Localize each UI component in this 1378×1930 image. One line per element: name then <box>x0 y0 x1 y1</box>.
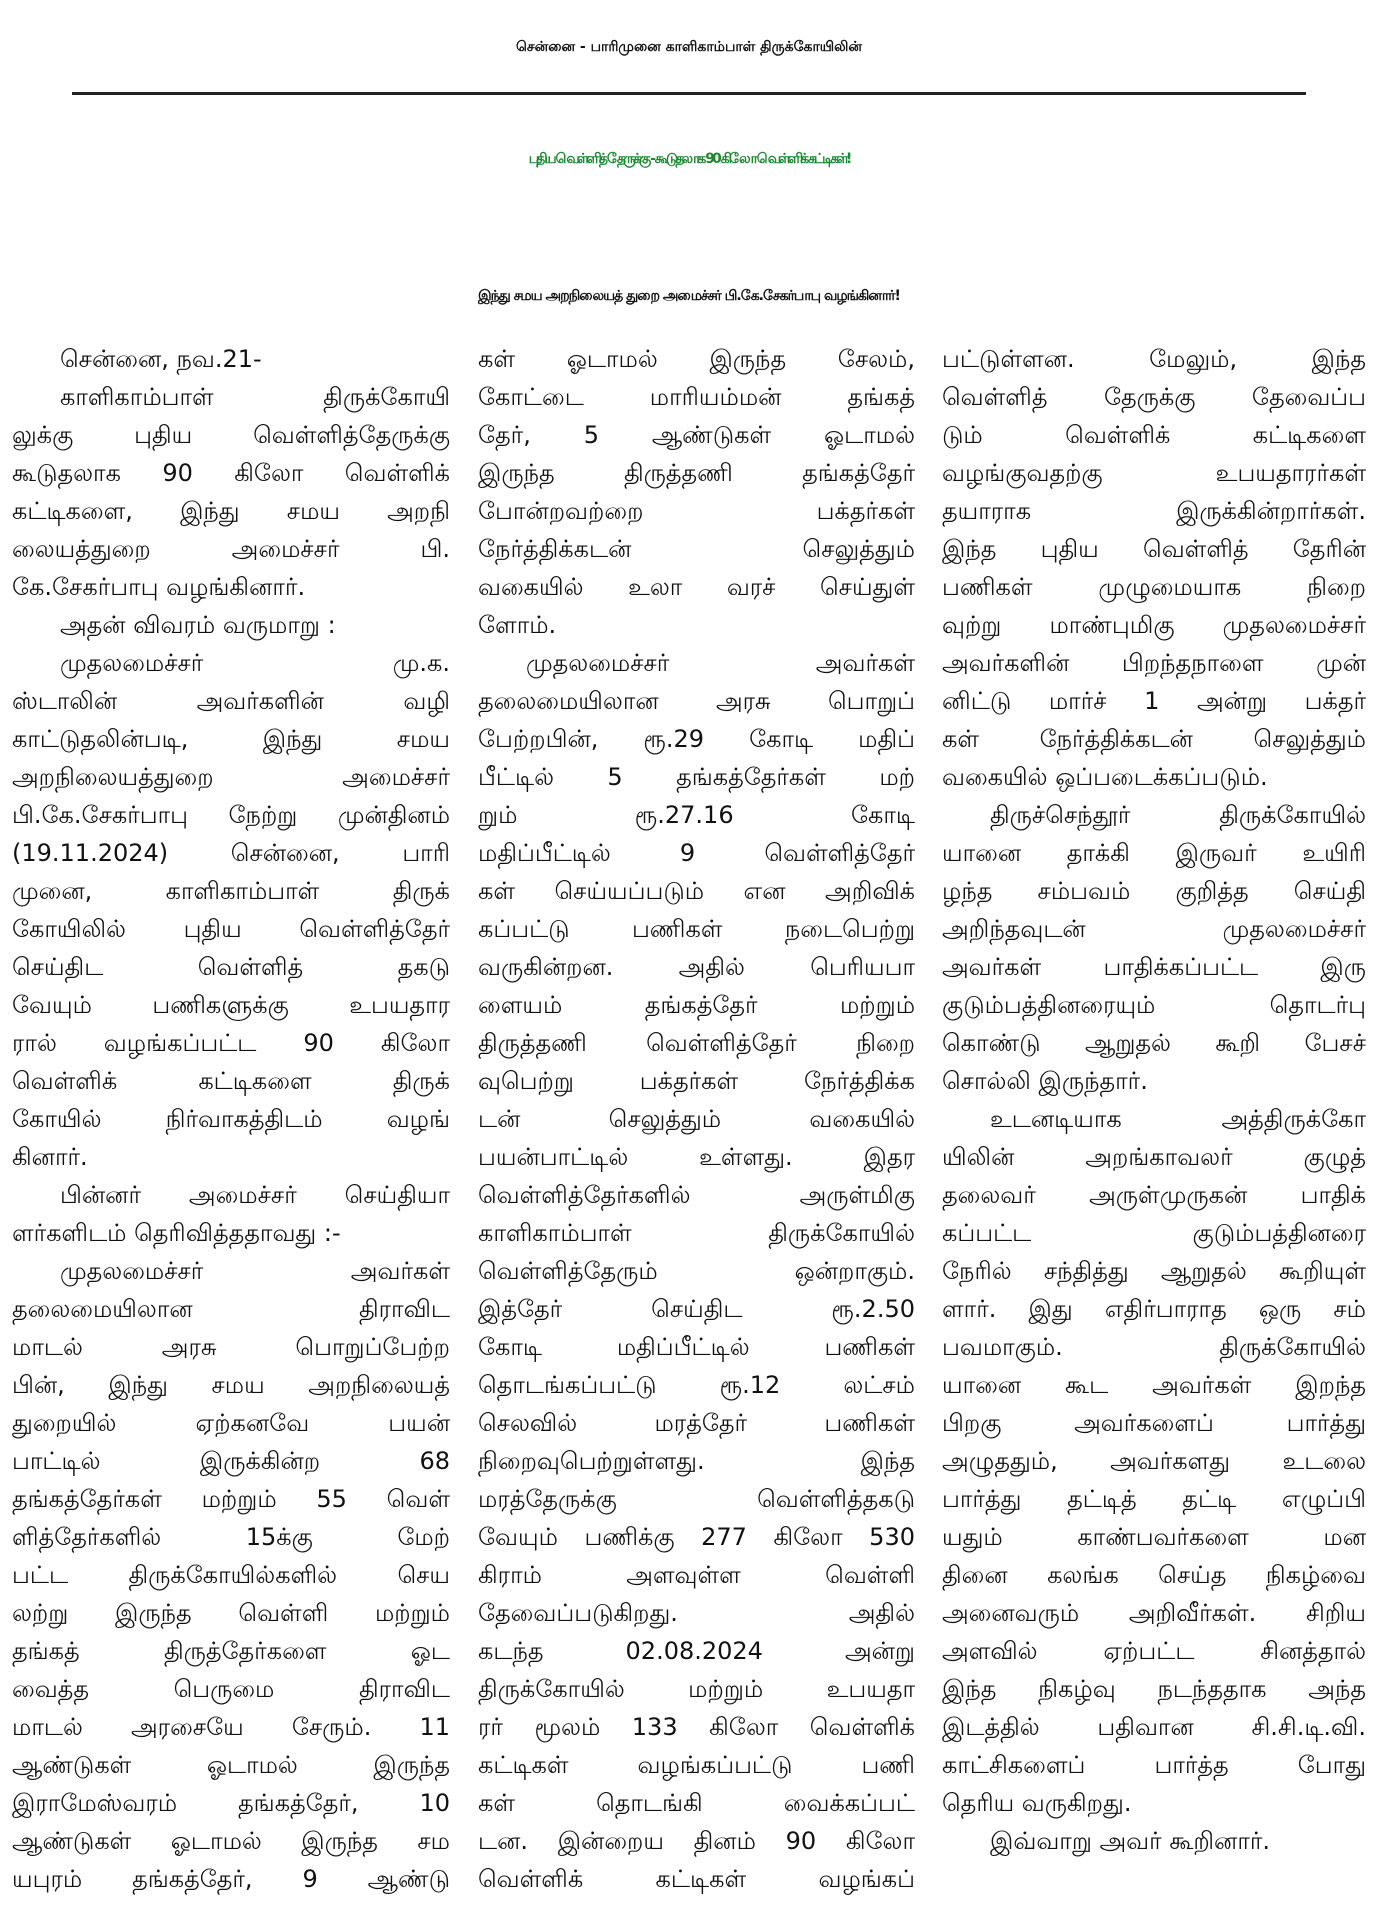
article-text-line: யதும் காண்பவர்களை மன <box>942 1523 1366 1551</box>
article-text-line: தினை கலங்க செய்த நிகழ்வை <box>942 1561 1366 1589</box>
article-text-line: ளையம் தங்கத்தேர் மற்றும் <box>478 991 915 1019</box>
article-text-line: பணிகள் முழுமையாக நிறை <box>942 573 1366 601</box>
article-text-line: காட்சிகளைப் பார்த்த போது <box>942 1751 1366 1779</box>
article-text-line: முதலமைச்சர் அவர்கள் <box>60 1257 450 1285</box>
article-text-line: நேரில் சந்தித்து ஆறுதல் கூறியுள் <box>942 1257 1366 1285</box>
article-text-line: நேர்த்திக்கடன் செலுத்தும் <box>478 535 915 563</box>
article-text-line: டன. இன்றைய தினம் 90 கிலோ <box>478 1827 915 1855</box>
article-text-line: காளிகாம்பாள் திருக்கோயில் <box>478 1219 915 1247</box>
article-text-line: கூடுதலாக 90 கிலோ வெள்ளிக் <box>12 459 450 487</box>
article-text-line: லுக்கு புதிய வெள்ளித்தேருக்கு <box>12 421 450 449</box>
article-text-line: அனைவரும் அறிவீர்கள். சிறிய <box>942 1599 1366 1627</box>
article-text-line: பட்டுள்ளன. மேலும், இந்த <box>942 345 1366 373</box>
article-text-line: டன் செலுத்தும் வகையில் <box>478 1105 915 1133</box>
article-text-line: இடத்தில் பதிவான சி.சி.டி.வி. <box>942 1713 1366 1741</box>
article-text-line: மதிப்பீட்டில் 9 வெள்ளித்தேர் <box>478 839 915 867</box>
headline: புதிய வெள்ளித் தேருக்கு - கூடுதலாக 90 கிலோ வெள்ளிக் கட்டிகள்! <box>528 151 850 167</box>
article-text-line: கோட்டை மாரியம்மன் தங்கத் <box>478 383 915 411</box>
article-text-line: கள் ஓடாமல் இருந்த சேலம், <box>478 345 915 373</box>
article-text-line: வுற்று மாண்புமிகு முதலமைச்சர் <box>942 611 1366 639</box>
header-divider <box>72 92 1306 95</box>
article-text-line: பேற்றபின், ரூ.29 கோடி மதிப் <box>478 725 915 753</box>
article-text-line: கோடி மதிப்பீட்டில் பணிகள் <box>478 1333 915 1361</box>
article-text-line: பின்னர் அமைச்சர் செய்தியா <box>60 1181 450 1209</box>
article-text-line: பட்ட திருக்கோயில்களில் செய <box>12 1561 450 1589</box>
article-text-line: பீட்டில் 5 தங்கத்தேர்கள் மற் <box>478 763 915 791</box>
article-text-line: கட்டிகள் வழங்கப்பட்டு பணி <box>478 1751 915 1779</box>
article-text-line: வகையில் உலா வரச் செய்துள் <box>478 573 915 601</box>
article-text-line: தலைவர் அருள்முருகன் பாதிக் <box>942 1181 1366 1209</box>
article-text-line: வெள்ளிக் கட்டிகளை திருக் <box>12 1067 450 1095</box>
article-text-line: செய்திட வெள்ளித் தகடு <box>12 953 450 981</box>
article-text-line: ளர்களிடம் தெரிவித்ததாவது :- <box>12 1219 341 1247</box>
article-text-line: வருகின்றன. அதில் பெரியபா <box>478 953 915 981</box>
article-text-line: தங்கத் திருத்தேர்களை ஓட <box>12 1637 450 1665</box>
article-text-line: ழந்த சம்பவம் குறித்த செய்தி <box>942 877 1366 905</box>
article-text-line: இராமேஸ்வரம் தங்கத்தேர், 10 <box>12 1789 450 1817</box>
article-text-line: சொல்லி இருந்தார். <box>942 1067 1148 1095</box>
article-text-line: திருத்தணி வெள்ளித்தேர் நிறை <box>478 1029 915 1057</box>
article-text-line: அதன் விவரம் வருமாறு : <box>60 611 336 639</box>
article-text-line: ளோம். <box>478 611 557 639</box>
article-text-line: தயாராக இருக்கின்றார்கள். <box>942 497 1366 525</box>
article-text-line: பாட்டில் இருக்கின்ற 68 <box>12 1447 450 1475</box>
article-text-line: காளிகாம்பாள் திருக்கோயி <box>60 383 450 411</box>
article-text-line: மாடல் அரசையே சேரும். 11 <box>12 1713 450 1741</box>
article-text-line: கள் தொடங்கி வைக்கப்பட் <box>478 1789 915 1817</box>
article-text-line: வெள்ளித்தேரும் ஒன்றாகும். <box>478 1257 915 1285</box>
article-text-line: வெள்ளித் தேருக்கு தேவைப்ப <box>942 383 1366 411</box>
article-text-line: றும் ரூ.27.16 கோடி <box>478 801 915 829</box>
article-text-line: டும் வெள்ளிக் கட்டிகளை <box>942 421 1366 449</box>
article-text-line: பயன்பாட்டில் உள்ளது. இதர <box>478 1143 915 1171</box>
article-text-line: தேர், 5 ஆண்டுகள் ஓடாமல் <box>478 421 915 449</box>
article-text-line: இருந்த திருத்தணி தங்கத்தேர் <box>478 459 915 487</box>
article-text-line: அழுததும், அவர்களது உடலை <box>942 1447 1366 1475</box>
article-text-line: கிராம் அளவுள்ள வெள்ளி <box>478 1561 915 1589</box>
article-text-line: அறநிலையத்துறை அமைச்சர் <box>12 763 450 791</box>
article-text-line: கட்டிகளை, இந்து சமய அறநி <box>12 497 450 525</box>
article-text-line: முனை, காளிகாம்பாள் திருக் <box>12 877 450 905</box>
article-text-line: இத்தேர் செய்திட ரூ.2.50 <box>478 1295 915 1323</box>
article-text-line: னிட்டு மார்ச் 1 அன்று பக்தர் <box>942 687 1366 715</box>
article-text-line: வேயும் பணிகளுக்கு உபயதார <box>12 991 450 1019</box>
article-text-line: பவமாகும். திருக்கோயில் <box>942 1333 1366 1361</box>
article-text-line: அவர்களின் பிறந்தநாளை முன் <box>942 649 1366 677</box>
article-text-line: சென்னை, நவ.21- <box>60 345 262 373</box>
article-text-line: அளவில் ஏற்பட்ட சினத்தால் <box>942 1637 1366 1665</box>
article-text-line: யிலின் அறங்காவலர் குழுத் <box>942 1143 1366 1171</box>
article-text-line: ளார். இது எதிர்பாராத ஒரு சம் <box>942 1295 1366 1323</box>
article-text-line: கடந்த 02.08.2024 அன்று <box>478 1637 915 1665</box>
article-text-line: வைத்த பெருமை திராவிட <box>12 1675 450 1703</box>
article-text-line: பி.கே.சேகர்பாபு நேற்று முன்தினம் <box>12 801 450 829</box>
article-text-line: மரத்தேருக்கு வெள்ளித்தகடு <box>478 1485 915 1513</box>
article-text-line: போன்றவற்றை பக்தர்கள் <box>478 497 915 525</box>
article-text-line: தேவைப்படுகிறது. அதில் <box>478 1599 915 1627</box>
article-text-line: ரர் மூலம் 133 கிலோ வெள்ளிக் <box>478 1713 915 1741</box>
article-text-line: உடனடியாக அத்திருக்கோ <box>990 1105 1366 1133</box>
article-text-line: கப்பட்டு பணிகள் நடைபெற்று <box>478 915 915 943</box>
article-text-line: துறையில் ஏற்கனவே பயன் <box>12 1409 450 1437</box>
article-text-line: யானை கூட அவர்கள் இறந்த <box>942 1371 1366 1399</box>
article-text-line: இவ்வாறு அவர் கூறினார். <box>990 1827 1271 1855</box>
article-text-line: லற்று இருந்த வெள்ளி மற்றும் <box>12 1599 450 1627</box>
article-text-line: யானை தாக்கி இருவர் உயிரி <box>942 839 1366 867</box>
article-text-line: கோயில் நிர்வாகத்திடம் வழங் <box>12 1105 450 1133</box>
kicker-title: சென்னை - பாரிமுனை காளிகாம்பாள் திருக்கோயிலின் <box>516 39 862 55</box>
article-text-line: இந்த நிகழ்வு நடந்ததாக அந்த <box>942 1675 1366 1703</box>
article-text-line: ஸ்டாலின் அவர்களின் வழி <box>12 687 450 715</box>
article-text-line: தலைமையிலான திராவிட <box>12 1295 450 1323</box>
article-text-line: தங்கத்தேர்கள் மற்றும் 55 வெள் <box>12 1485 450 1513</box>
article-text-line: பின், இந்து சமய அறநிலையத் <box>12 1371 450 1399</box>
article-text-line: பார்த்து தட்டித் தட்டி எழுப்பி <box>942 1485 1366 1513</box>
article-text-line: வழங்குவதற்கு உபயதாரர்கள் <box>942 459 1366 487</box>
article-text-line: செலவில் மரத்தேர் பணிகள் <box>478 1409 915 1437</box>
article-text-line: பிறகு அவர்களைப் பார்த்து <box>942 1409 1366 1437</box>
article-text-line: முதலமைச்சர் மு.க. <box>60 649 450 677</box>
article-text-line: கொண்டு ஆறுதல் கூறி பேசச் <box>942 1029 1366 1057</box>
article-text-line: வெள்ளித்தேர்களில் அருள்மிகு <box>478 1181 915 1209</box>
article-column-2 <box>478 340 915 1920</box>
article-text-line: ஆண்டுகள் ஓடாமல் இருந்த சம <box>12 1827 450 1855</box>
article-text-line: ரால் வழங்கப்பட்ட 90 கிலோ <box>12 1029 450 1057</box>
subheadline: இந்து சமய அறநிலையத் துறை அமைச்சர் பி.கே.சேகர்பாபு வழங்கினார்! <box>478 288 900 304</box>
article-text-line: கே.சேகர்பாபு வழங்கினார். <box>12 573 306 601</box>
article-text-line: வுபெற்று பக்தர்கள் நேர்த்திக்க <box>478 1067 915 1095</box>
article-text-line: ளித்தேர்களில் 15க்கு மேற் <box>12 1523 450 1551</box>
article-text-line: காட்டுதலின்படி, இந்து சமய <box>12 725 450 753</box>
article-text-line: முதலமைச்சர் அவர்கள் <box>526 649 915 677</box>
article-text-line: நிறைவுபெற்றுள்ளது. இந்த <box>478 1447 915 1475</box>
article-column-1 <box>12 340 450 1920</box>
article-text-line: அவர்கள் பாதிக்கப்பட்ட இரு <box>942 953 1366 981</box>
article-text-line: திருச்செந்தூர் திருக்கோயில் <box>990 801 1366 829</box>
article-text-line: தொடங்கப்பட்டு ரூ.12 லட்சம் <box>478 1371 915 1399</box>
article-text-line: அறிந்தவுடன் முதலமைச்சர் <box>942 915 1366 943</box>
article-text-line: கள் செய்யப்படும் என அறிவிக் <box>478 877 915 905</box>
article-column-3 <box>942 340 1366 1920</box>
article-text-line: வெள்ளிக் கட்டிகள் வழங்கப் <box>478 1865 915 1893</box>
article-text-line: கோயிலில் புதிய வெள்ளித்தேர் <box>12 915 450 943</box>
article-text-line: கப்பட்ட குடும்பத்தினரை <box>942 1219 1366 1247</box>
article-text-line: வகையில் ஒப்படைக்கப்படும். <box>942 763 1268 791</box>
article-text-line: ஆண்டுகள் ஓடாமல் இருந்த <box>12 1751 450 1779</box>
article-text-line: கள் நேர்த்திக்கடன் செலுத்தும் <box>942 725 1366 753</box>
article-text-line: தலைமையிலான அரசு பொறுப் <box>478 687 915 715</box>
article-text-line: வேயும் பணிக்கு 277 கிலோ 530 <box>478 1523 915 1551</box>
article-text-line: கினார். <box>12 1143 88 1171</box>
article-text-line: குடும்பத்தினரையும் தொடர்பு <box>942 991 1366 1019</box>
article-text-line: யபுரம் தங்கத்தேர், 9 ஆண்டு <box>12 1865 450 1893</box>
article-text-line: (19.11.2024) சென்னை, பாரி <box>12 839 450 867</box>
article-text-line: லையத்துறை அமைச்சர் பி. <box>12 535 450 563</box>
article-text-line: தெரிய வருகிறது. <box>942 1789 1132 1817</box>
article-text-line: திருக்கோயில் மற்றும் உபயதா <box>478 1675 915 1703</box>
article-text-line: இந்த புதிய வெள்ளித் தேரின் <box>942 535 1366 563</box>
article-text-line: மாடல் அரசு பொறுப்பேற்ற <box>12 1333 450 1361</box>
